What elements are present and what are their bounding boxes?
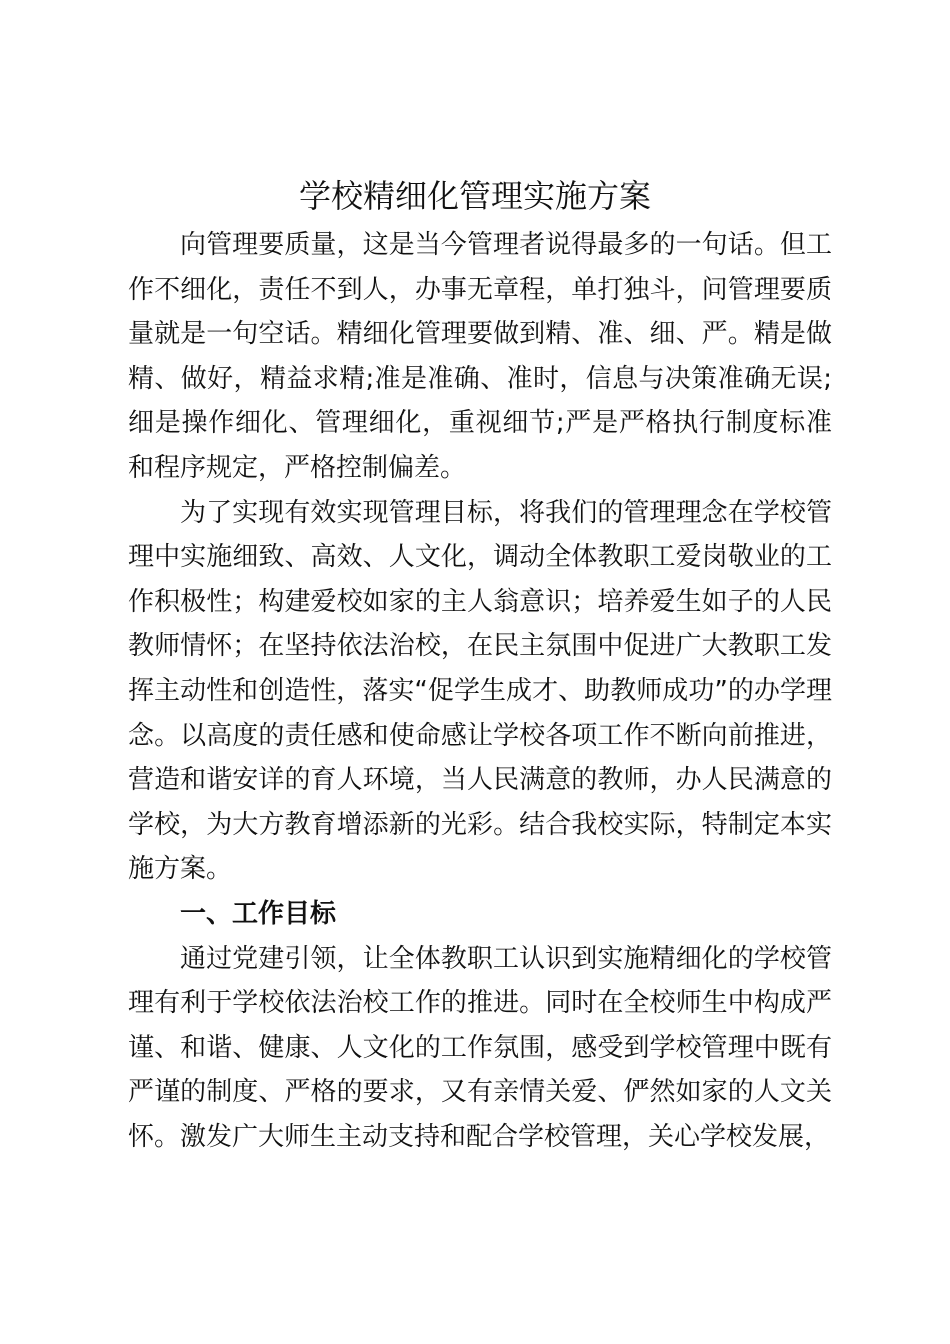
- paragraph-purpose: 为了实现有效实现管理目标，将我们的管理理念在学校管理中实施细致、高效、人文化，调动全体教职工爱岗敬业的工作积极性；构建爱校如家的主人翁意识；培养爱生如子的人民教师情怀；在坚持依法治校，在民主氛围中促进广大教职工发挥主动性和创造性，落实“促学生成才、助教师成功”的办学理念。以高度的责任感和使命感让学校各项工作不断向前推进，营造和谐安详的育人环境，当人民满意的教师，办人民满意的学校，为大方教育增添新的光彩。结合我校实际，特制定本实施方案。: [128, 497, 832, 885]
- section-heading-work-goals: 一、工作目标: [180, 898, 337, 929]
- document-title: 学校精细化管理实施方案: [298, 177, 651, 215]
- document-body: [128, 223, 832, 1159]
- paragraph-intro: 向管理要质量，这是当今管理者说得最多的一句话。但工作不细化，责任不到人，办事无章程，单打独斗，问管理要质量就是一句空话。精细化管理要做到精、准、细、严。精是做精、做好，精益求精;准是准确、准时，信息与决策准确无误;细是操作细化、管理细化，重视细节;严是严格执行制度标准和程序规定，严格控制偏差。: [128, 230, 832, 483]
- paragraph-work-goals: 通过党建引领，让全体教职工认识到实施精细化的学校管理有利于学校依法治校工作的推进。同时在全校师生中构成严谨、和谐、健康、人文化的工作氛围，感受到学校管理中既有严谨的制度、严格的要求，又有亲情关爱、俨然如家的人文关怀。激发广大师生主动支持和配合学校管理，关心学校发展，: [128, 943, 832, 1152]
